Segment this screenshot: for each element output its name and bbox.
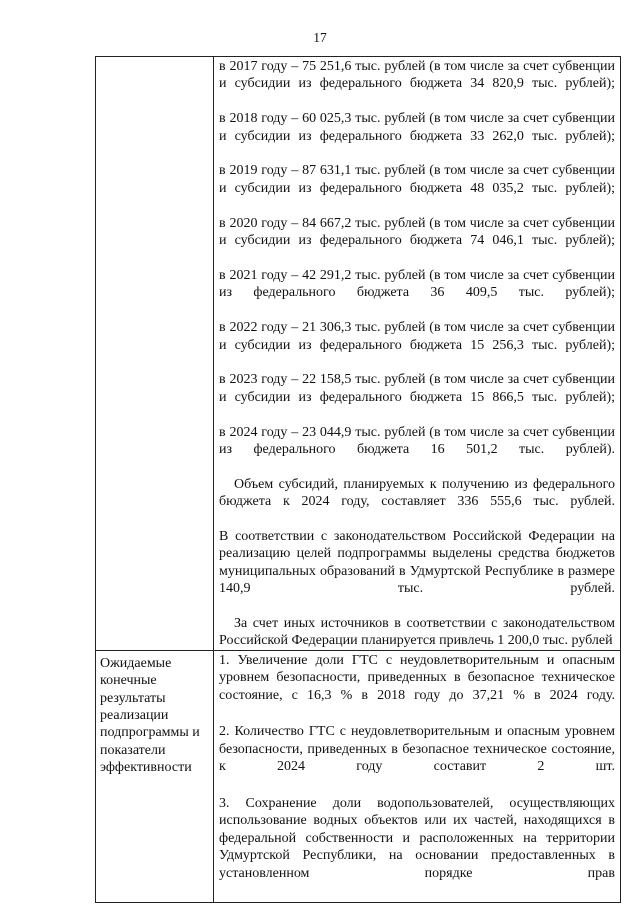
other-sources-paragraph: За счет иных источников в соответствии с законодательством Российской Федерации планируется привлечь 1 200,0 тыс. рублей — [219, 616, 615, 649]
funding-content-cell — [214, 57, 621, 651]
results-row — [96, 650, 621, 902]
result-item-2: 2. Количество ГТС с неудовлетворительным и опасным уровнем безопасности, приведенных в безопасное техническое состояние, к 2024 году составит 2 шт. — [219, 724, 615, 775]
funding-label-cell — [96, 57, 214, 651]
subsidy-total-paragraph: Объем субсидий, планируемых к получению из федерального бюджета к 2024 году, составляет 336 555,6 тыс. рублей. — [219, 476, 615, 510]
funding-year-2024: в 2024 году – 23 044,9 тыс. рублей (в том числе за счет субвенции из федерального бюджета 16 501,2 тыс. рублей). — [219, 424, 615, 457]
results-label: Ожидаемые конечные результаты реализации подпрограммы и показатели эффективности — [100, 655, 200, 776]
passport-table — [95, 56, 621, 903]
funding-year-2017: в 2017 году – 75 251,6 тыс. рублей (в том числе за счет субвенции и субсидии из федерального бюджета 34 820,9 тыс. рублей); — [219, 59, 615, 92]
municipal-funding-paragraph: В соответствии с законодательством Российской Федерации на реализацию целей подпрограммы выделены средства бюджетов муниципальных образований в Удмуртской Республике в размере 140,9 тыс. рублей. — [219, 528, 615, 597]
funding-year-2019: в 2019 году – 87 631,1 тыс. рублей (в том числе за счет субвенции и субсидии из федерального бюджета 48 035,2 тыс. рублей); — [219, 163, 615, 196]
results-content-cell — [214, 650, 621, 902]
result-item-3: 3. Сохранение доли водопользователей, осуществляющих использование водных объектов или их частей, находящихся в федеральной собственности и расположенных на территории Удмуртской Республики, на основании предоставленных в установленном порядке прав — [219, 796, 615, 881]
funding-year-2022: в 2022 году – 21 306,3 тыс. рублей (в том числе за счет субвенции и субсидии из федерального бюджета 15 256,3 тыс. рублей); — [219, 320, 615, 353]
funding-row — [96, 57, 621, 651]
funding-year-2023: в 2023 году – 22 158,5 тыс. рублей (в том числе за счет субвенции и субсидии из федерального бюджета 15 866,5 тыс. рублей); — [219, 372, 615, 405]
results-label-cell — [96, 650, 214, 902]
page-number: 17 — [313, 30, 327, 45]
funding-year-2018: в 2018 году – 60 025,3 тыс. рублей (в том числе за счет субвенции и субсидии из федерального бюджета 33 262,0 тыс. рублей); — [219, 111, 615, 144]
funding-year-2021: в 2021 году – 42 291,2 тыс. рублей (в том числе за счет субвенции из федерального бюджета 36 409,5 тыс. рублей); — [219, 267, 615, 301]
funding-year-2020: в 2020 году – 84 667,2 тыс. рублей (в том числе за счет субвенции и субсидии из федерального бюджета 74 046,1 тыс. рублей); — [219, 215, 615, 249]
result-item-1: 1. Увеличение доли ГТС с неудовлетворительным и опасным уровнем безопасности, приведенных в безопасное техническое состояние, с 16,3 % в 2018 году до 37,21 % в 2024 году. — [219, 652, 615, 703]
